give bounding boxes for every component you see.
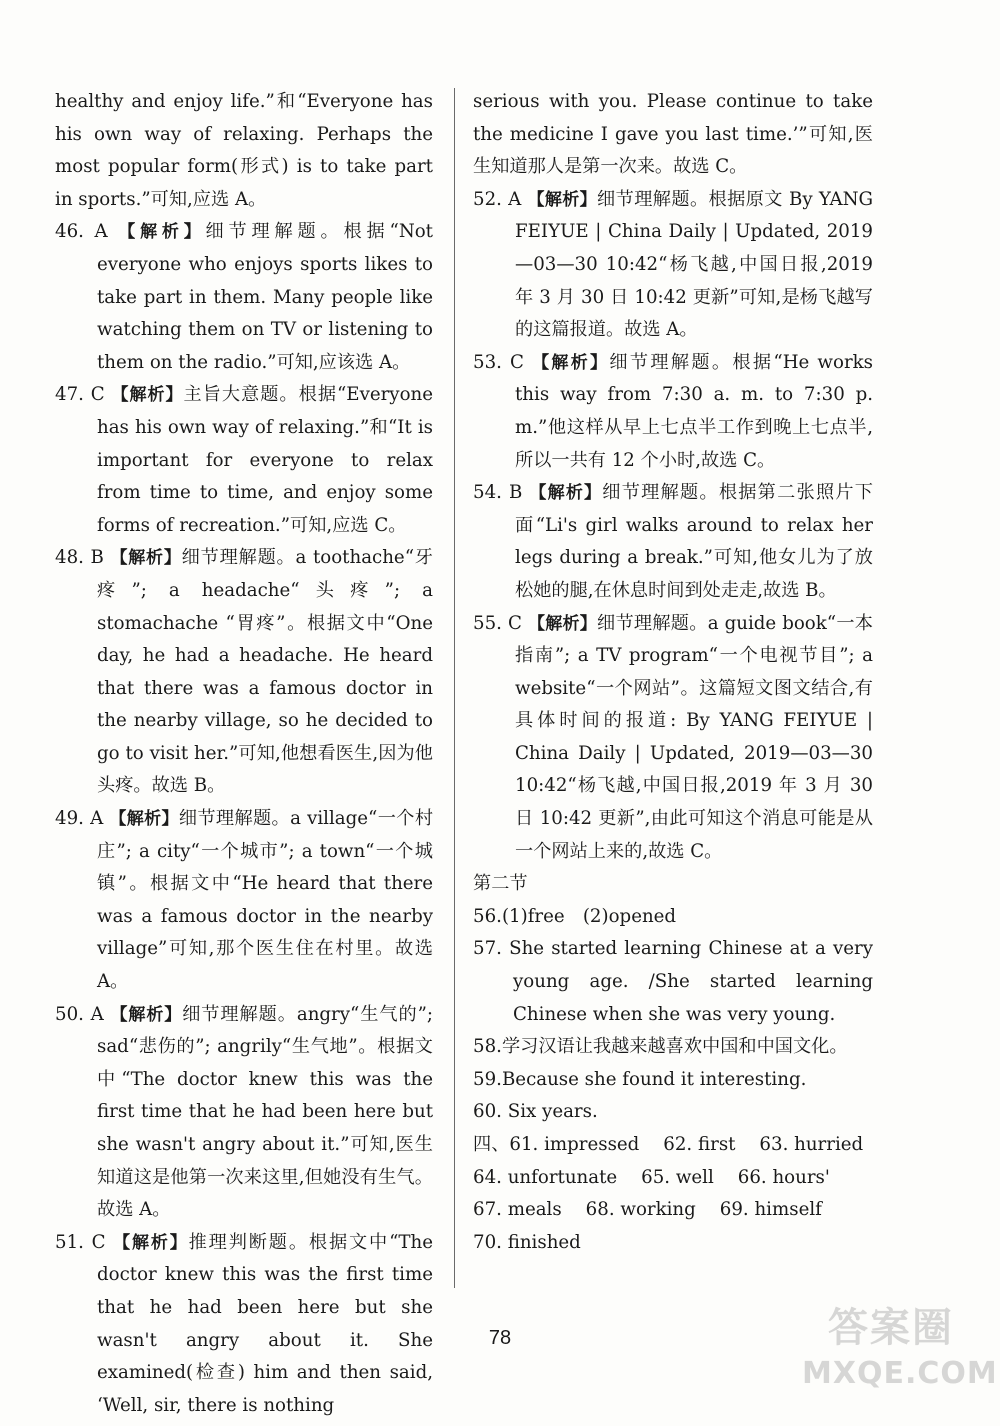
answer-51 — [55, 1227, 433, 1423]
answer-explanation: 细节理解题。a toothache“牙疼”; a headache“头疼”; a stomachache “胃疼”。根据文中“One day, he had a headache. He heard that there was a famous doctor in the nearby village, so he decided to go to visit her.”可知,他想看医生,因为他头疼。故选 B。 — [97, 547, 433, 797]
answer-text: (1)free (2)opened — [501, 905, 677, 927]
answer-explanation: 推理判断题。根据文中“The doctor knew this was the first time that he had been here but she wasn't angry about it. She examined(检查) him and then said, ‘Well, sir, there is nothing — [97, 1231, 433, 1416]
answer-number: 54. B — [473, 482, 523, 504]
answer-50 — [55, 999, 433, 1227]
answer-explanation: 主旨大意题。根据“Everyone has his own way of relaxing.”和“It is important for everyone to relax from time to time, and enjoy some forms of recreation.”可知,应选 C。 — [97, 384, 434, 536]
analysis-tag: 【解析】 — [110, 1004, 183, 1025]
answer-58 — [473, 1031, 873, 1064]
answer-number: 58. — [473, 1036, 502, 1058]
answer-52 — [473, 184, 873, 347]
answer-text: Six years. — [507, 1101, 598, 1123]
analysis-tag: 【解析】 — [527, 613, 597, 634]
answer-46 — [55, 216, 433, 379]
answer-55 — [473, 608, 873, 869]
analysis-tag: 【解析】 — [110, 548, 182, 569]
answer-number: 51. C — [55, 1231, 106, 1253]
answer-number: 53. C — [473, 351, 524, 373]
answer-number: 47. C — [55, 384, 105, 406]
answer-number: 49. A — [55, 808, 104, 830]
answer-60 — [473, 1096, 873, 1129]
answer-number: 60. — [473, 1101, 502, 1123]
column-divider — [454, 88, 455, 1288]
left-intro-paragraph: healthy and enjoy life.”和“Everyone has his own way of relaxing. Perhaps the most popular form(形式) is to take part in sports.”可知,应选 A。 — [55, 91, 433, 210]
vocab-line: 70. finished — [473, 1231, 581, 1253]
answer-explanation: 细节理解题。根据第二张照片下面“Li's girl walks around to relax her legs during a break.”可知,他女儿为了放松她的腿,在休息时间到处走走,故选 B。 — [515, 482, 873, 601]
answer-49 — [55, 803, 433, 999]
page-number: 78 — [488, 1327, 512, 1349]
answer-54 — [473, 477, 873, 607]
answer-57 — [473, 933, 873, 1031]
vocab-line: 64. unfortunate 65. well 66. hours' — [473, 1166, 830, 1188]
answer-number: 52. A — [473, 188, 522, 210]
answer-48 — [55, 542, 433, 803]
answer-59 — [473, 1064, 873, 1097]
answer-text: She started learning Chinese at a very young age. /She started learning Chinese when she was very young. — [509, 938, 873, 1025]
analysis-tag: 【解析】 — [113, 1232, 189, 1253]
answer-number: 46. A — [55, 221, 108, 243]
watermark-top-text: 答案圈 — [828, 1305, 954, 1351]
answer-number: 55. C — [473, 612, 522, 634]
answer-53 — [473, 347, 873, 477]
analysis-tag: 【解析】 — [109, 809, 179, 830]
section-title: 第二节 — [473, 873, 528, 895]
left-column — [55, 86, 433, 1422]
answer-explanation: 细节理解题。根据“Not everyone who enjoys sports likes to take part in them. Many people like watching them on TV or listening to them on the radio.”可知,应该选 A。 — [97, 221, 433, 373]
site-watermark-logo — [802, 1300, 998, 1410]
answer-text: 学习汉语让我越来越喜欢中国和中国文化。 — [501, 1036, 848, 1058]
analysis-tag: 【解析】 — [527, 189, 598, 210]
analysis-tag: 【解析】 — [532, 352, 610, 373]
answer-number: 56. — [473, 905, 502, 927]
vocab-line: 67. meals 68. working 69. himself — [473, 1199, 822, 1221]
analysis-tag: 【解析】 — [111, 385, 184, 406]
answer-number: 48. B — [55, 547, 104, 569]
right-intro-paragraph: serious with you. Please continue to take the medicine I gave you last time.’”可知,医生知道那人是第一次来。故选 C。 — [473, 91, 873, 178]
answer-56 — [473, 901, 873, 934]
answer-explanation: 细节理解题。a guide book“一本指南”; a TV program“一个电视节目”; a website“一个网站”。这篇短文图文结合,有具体时间的报道: By YANG FEIYUE | China Daily | Updated, 2019—03—30 10:42“杨飞越,中国日报,2019 年 3 月 30 日 10:42 更新”,由此可知这个消息可能是从一个网站上来的,故选 C。 — [515, 612, 873, 862]
watermark-bottom-text: MXQE.COM — [802, 1356, 998, 1391]
answer-47 — [55, 379, 433, 542]
analysis-tag: 【解析】 — [118, 222, 206, 243]
answer-explanation: 细节理解题。angry“生气的”; sad“悲伤的”; angrily“生气地”。根据文中“The doctor knew this was the first time that he had been here but she wasn't angry about it.”可知,医生知道这是他第一次来这里,但她没有生气。故选 A。 — [97, 1003, 433, 1221]
answer-number: 57. — [473, 938, 502, 960]
right-column — [473, 86, 873, 1259]
answer-number: 59. — [473, 1068, 502, 1090]
answer-explanation: 细节理解题。a village“一个村庄”; a city“一个城市”; a town“一个城镇”。根据文中“He heard that there was a famous doctor in the nearby village”可知,那个医生住在村里。故选 A。 — [97, 808, 434, 993]
answer-explanation: 细节理解题。根据“He works this way from 7:30 a. m. to 7:30 p. m.”他这样从早上七点半工作到晚上七点半,所以一共有 12 个小时,故选 C。 — [515, 351, 873, 471]
analysis-tag: 【解析】 — [529, 483, 603, 504]
vocab-line: 四、61. impressed 62. first 63. hurried — [473, 1134, 864, 1155]
answer-explanation: 细节理解题。根据原文 By YANG FEIYUE | China Daily | Updated, 2019—03—30 10:42“杨飞越,中国日报,2019 年 3 月 30 日 10:42 更新”可知,是杨飞越写的这篇报道。故选 A。 — [515, 188, 874, 341]
answer-text: Because she found it interesting. — [501, 1068, 807, 1090]
answer-number: 50. A — [55, 1003, 104, 1025]
